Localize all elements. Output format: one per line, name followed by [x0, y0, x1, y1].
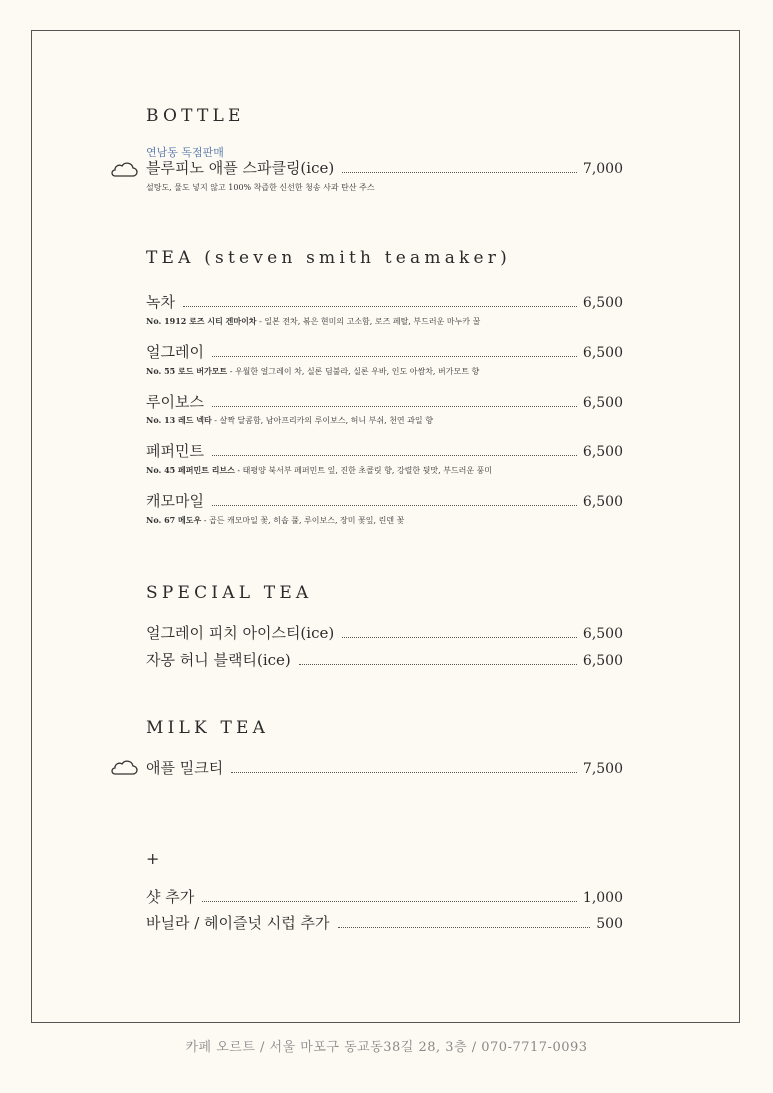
section-title-milk-tea: MILK TEA	[146, 718, 270, 738]
exclusive-label: 연남동 독점판매	[146, 146, 224, 159]
tea-code: No. 67 메도우	[146, 515, 202, 525]
tea-notes: - 곱든 캐모마일 꽃, 히솝 풀, 루이보스, 장미 꽃잎, 린덴 꽃	[201, 516, 405, 525]
tea-notes: - 일본 전차, 볶은 현미의 고소함, 로즈 페탈, 부드러운 마누카 꿀	[256, 317, 481, 326]
item-name: 애플 밀크티	[146, 759, 224, 777]
section-title-tea: TEA (steven smith teamaker)	[146, 248, 511, 268]
menu-item	[146, 391, 623, 411]
section-title-special-tea: SPECIAL TEA	[146, 583, 313, 603]
item-name: 자몽 허니 블랙티(ice)	[146, 651, 291, 669]
leader-dots	[183, 306, 577, 307]
menu-item	[146, 649, 623, 669]
leader-dots	[299, 664, 577, 665]
leader-dots	[342, 172, 577, 173]
item-name: 얼그레이	[146, 343, 204, 361]
leader-dots	[212, 505, 577, 506]
menu-item	[146, 291, 623, 311]
cloud-icon	[110, 760, 138, 776]
item-name: 바닐라 / 헤이즐넛 시럽 추가	[146, 914, 330, 932]
item-description	[146, 316, 480, 327]
tea-notes: - 우월한 얼그레이 차, 실론 딤불라, 실론 우바, 인도 아쌈차, 버가모트 향	[227, 367, 480, 376]
leader-dots	[212, 455, 577, 456]
item-description: 설탕도, 물도 넣지 않고 100% 착즙한 신선한 청송 사과 탄산 주스	[146, 183, 375, 192]
item-name: 루이보스	[146, 393, 204, 411]
extras-plus-heading: +	[146, 849, 160, 868]
tea-code: No. 13 레드 넥타	[146, 415, 212, 425]
leader-dots	[212, 356, 577, 357]
item-price: 6,500	[582, 626, 623, 642]
item-description	[146, 415, 433, 426]
leader-dots	[202, 901, 577, 902]
cloud-icon	[110, 162, 138, 178]
item-name: 캐모마일	[146, 492, 204, 510]
item-price: 7,500	[582, 761, 623, 777]
item-description	[146, 366, 479, 377]
leader-dots	[212, 406, 577, 407]
item-description	[146, 465, 492, 476]
item-name: 얼그레이 피치 아이스티(ice)	[146, 624, 335, 642]
section-title-bottle: BOTTLE	[146, 106, 245, 126]
menu-item	[146, 440, 623, 460]
tea-notes: - 태평양 북서부 페퍼민트 잎, 진한 초콜릿 향, 강렬한 뒷맛, 부드러운 풍미	[234, 466, 493, 475]
menu-item	[146, 886, 623, 906]
menu-frame	[31, 30, 740, 1023]
item-price: 6,500	[582, 395, 623, 411]
menu-item	[146, 341, 623, 361]
item-name: 블루피노 애플 스파클링(ice)	[146, 159, 335, 177]
item-price: 6,500	[582, 345, 623, 361]
tea-code: No. 55 로드 버가모트	[146, 366, 228, 376]
leader-dots	[338, 927, 591, 928]
item-price: 500	[596, 916, 623, 932]
menu-item	[146, 757, 623, 777]
item-name: 샷 추가	[146, 888, 195, 906]
leader-dots	[342, 637, 577, 638]
menu-item	[146, 912, 623, 932]
leader-dots	[231, 772, 577, 773]
tea-notes: - 살짝 달콤함, 남아프리카의 루이보스, 허니 부쉬, 천연 과일 향	[211, 416, 433, 425]
item-price: 6,500	[582, 444, 623, 460]
item-name: 녹차	[146, 293, 175, 311]
menu-item	[146, 490, 623, 510]
item-price: 7,000	[582, 161, 623, 177]
item-price: 6,500	[582, 653, 623, 669]
item-description	[146, 515, 404, 526]
menu-item	[146, 622, 623, 642]
item-price: 6,500	[582, 295, 623, 311]
footer-address: 카페 오르트 / 서울 마포구 동교동38길 28, 3층 / 070-7717-0093	[185, 1040, 588, 1055]
tea-code: No. 1912 로즈 시티 겐마이차	[146, 316, 257, 326]
tea-code: No. 45 페퍼민트 리브스	[146, 465, 235, 475]
item-price: 1,000	[582, 890, 623, 906]
menu-item	[146, 157, 623, 177]
item-name: 페퍼민트	[146, 442, 204, 460]
item-price: 6,500	[582, 494, 623, 510]
